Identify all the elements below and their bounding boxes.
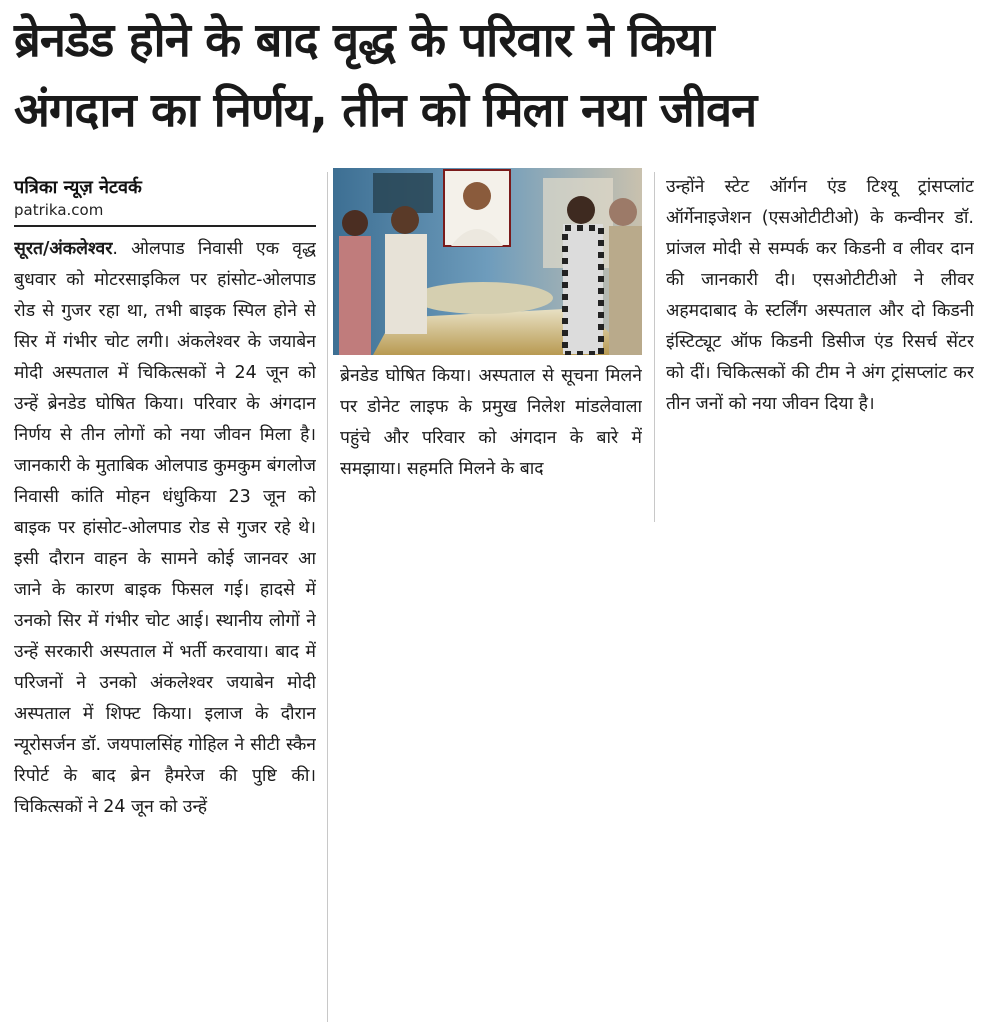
headline-line-1: ब्रेनडेड होने के बाद वृद्ध के परिवार ने किया xyxy=(14,13,714,68)
article-column-1 xyxy=(14,234,316,1024)
byline-org: पत्रिका न्यूज़ नेटवर्क xyxy=(14,177,142,198)
person-1-body xyxy=(339,236,371,355)
byline-divider xyxy=(14,225,316,227)
article-column-3: उन्होंने स्टेट ऑर्गन एंड टिश्यू ट्रांसप्लांट ऑर्गेनाइजेशन (एसओटीटीओ) के कन्वीनर डॉ. प्रांजल मोदी से सम्पर्क कर किडनी व लीवर दान की जानकारी दी। एसओटीटीओ ने लीवर अहमदाबाद के स्टर्लिंग अस्पताल और दो किडनी इंस्टिट्यूट ऑफ किडनी डिसीज एंड रिसर्च सेंटर को दीं। चिकित्सकों की टीम ने अंग ट्रांसप्लांट कर तीन जनों को नया जीवन दिया है। xyxy=(666,177,974,414)
headline-line-2: अंगदान का निर्णय, तीन को मिला नया जीवन xyxy=(14,83,757,138)
portrait-face xyxy=(463,182,491,210)
dateline: सूरत/अंकलेश्वर xyxy=(14,239,113,259)
byline-site: patrika.com xyxy=(14,201,104,219)
column-divider-1 xyxy=(327,172,328,1022)
news-photo xyxy=(333,168,642,355)
person-4-head xyxy=(609,198,637,226)
person-1-head xyxy=(342,210,368,236)
article-column-1-text: . ओलपाड निवासी एक वृद्ध बुधवार को मोटरसाइकिल पर हांसोट-ओलपाड रोड से गुजर रहा था, तभी बाइक स्पिल होने से सिर में गंभीर चोट लगी। अंकलेश्वर के जयाबेन मोदी अस्पताल में चिकित्सकों ने 24 जून को उन्हें ब्रेनडेड घोषित किया। परिवार के अंगदान निर्णय से तीन लोगों को नया जीवन मिला है। जानकारी के मुताबिक ओलपाड कुमकुम बंगलोज निवासी कांति मोहन धंधुकिया 23 जून को बाइक पर हांसोट-ओलपाड रोड से गुजर रहे थे। इसी दौरान वाहन के सामने कोई जानवर आ जाने के कारण बाइक फिसल गई। हादसे में उनको सिर में गंभीर चोट आई। स्थानीय लोगों ने उन्हें सरकारी अस्पताल में भर्ती करवाया। बाद में परिजनों ने उनको अंकलेश्वर जयाबेन मोदी अस्पताल में शिफ्ट किया। इलाज के दौरान न्यूरोसर्जन डॉ. जयपालसिंह गोहिल ने सीटी स्कैन रिपोर्ट के बाद ब्रेन हैमरेज की पुष्टि की। चिकित्सकों ने 24 जून को उन्हें xyxy=(14,239,316,817)
person-3-body xyxy=(563,224,603,354)
patient-shape xyxy=(413,282,553,314)
headline xyxy=(14,6,974,146)
person-2-body xyxy=(385,234,427,334)
person-3-head xyxy=(567,196,595,224)
person-4-body xyxy=(609,226,642,355)
person-2-head xyxy=(391,206,419,234)
column-divider-2 xyxy=(654,172,655,522)
article-column-2: ब्रेनडेड घोषित किया। अस्पताल से सूचना मिलने पर डोनेट लाइफ के प्रमुख निलेश मांडलेवाला पहुंचे और परिवार को अंगदान के बारे में समझाया। सहमति मिलने के बाद xyxy=(340,366,642,479)
hospital-scene-illustration xyxy=(333,168,642,355)
byline xyxy=(14,176,314,220)
